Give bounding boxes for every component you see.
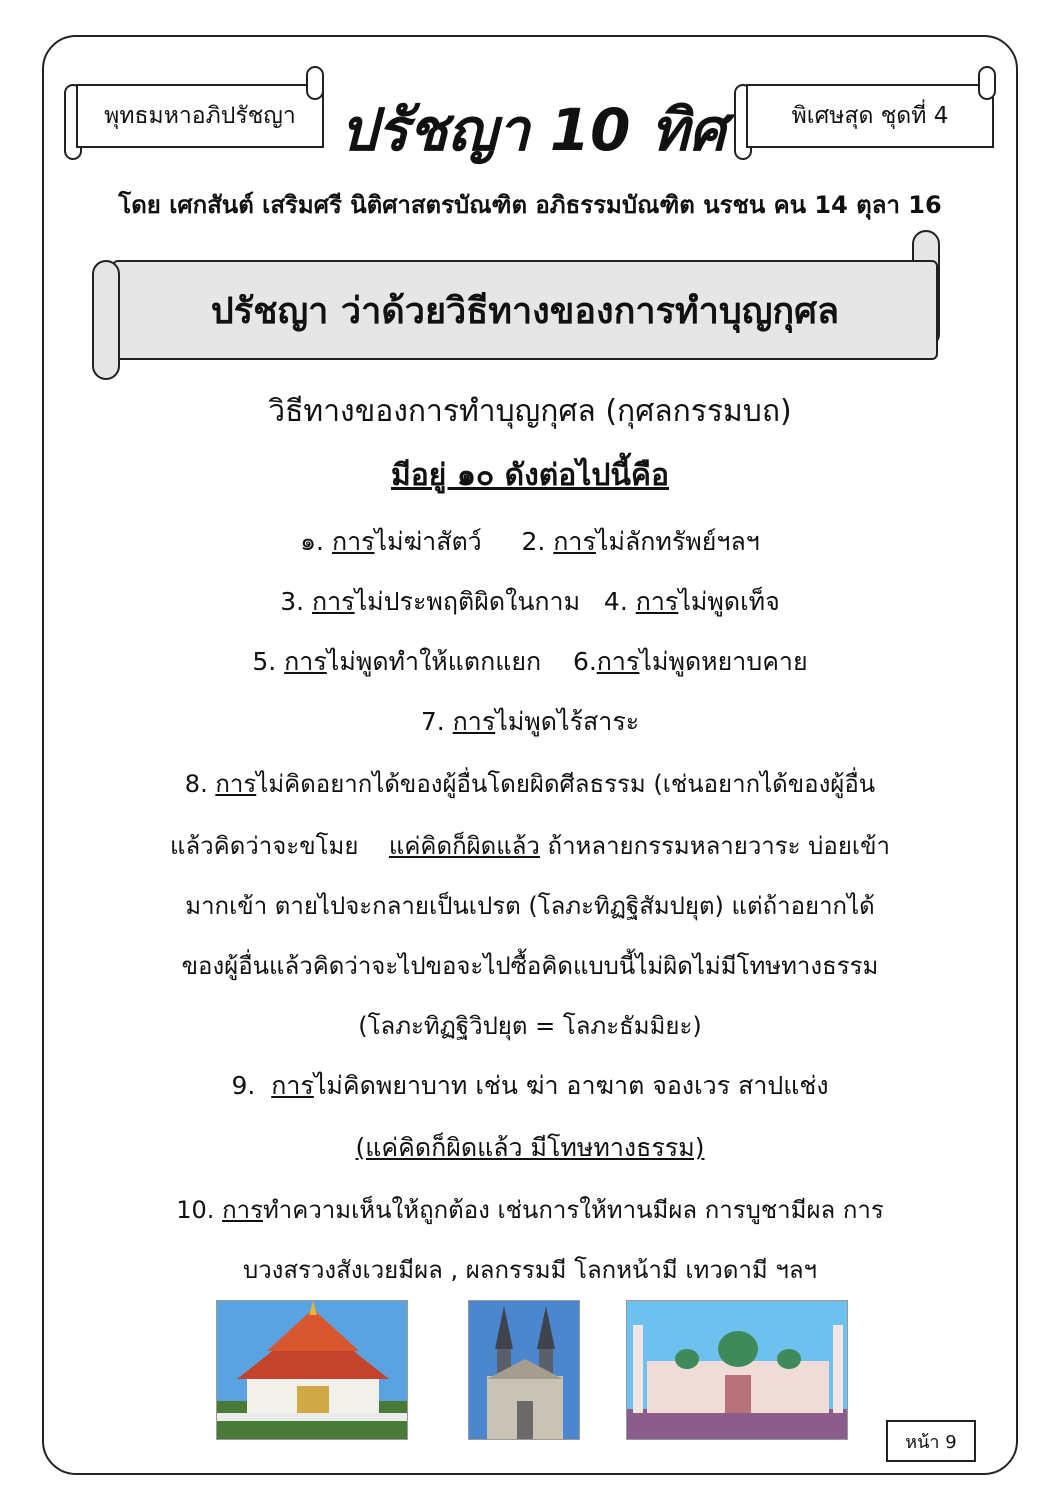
section-heading: วิธีทางของการทำบุญกุศล (กุศลกรรมบถ) [268,394,792,429]
item-10-line-2: บวงสรวงสังเวยมีผล , ผลกรรมมี โลกหน้ามี เทวดามี ฯลฯ [242,1256,818,1284]
items-line-4: 7. การไม่พูดไร้สาระ [420,707,640,736]
section-subheading: มีอยู่ ๑๐ ดังต่อไปนี้คือ [391,458,669,493]
items-line-3: 5. การไม่พูดทำให้แตกแยก 6.การไม่พูดหยาบคาย [252,647,808,676]
item-8-line-3: มากเข้า ตายไปจะกลายเป็นเปรต (โลภะทิฏฐิสัมปยุต) แต่ถ้าอยากได้ [185,892,875,920]
byline: โดย เศกสันต์ เสริมศรี นิติศาสตรบัณฑิต อภิธรรมบัณฑิต นรชน คน 14 ตุลา 16 [118,191,942,219]
item-8-line-5: (โลภะทิฏฐิวิปยุต = โลภะธัมมิยะ) [358,1012,702,1040]
item-9-note: (แค่คิดก็ผิดแล้ว มีโทษทางธรรม) [355,1133,705,1162]
item-9-line-1: 9. การไม่คิดพยาบาท เช่น ฆ่า อาฆาต จองเวร สาปแช่ง [231,1071,829,1100]
item-8-line-2: แล้วคิดว่าจะขโมย แค่คิดก็ผิดแล้ว ถ้าหลายกรรมหลายวาระ บ่อยเข้า [170,832,890,860]
page-number-box [886,1420,976,1462]
right-scroll-curl-right [978,66,996,100]
banner-curl-left [92,260,120,380]
page-title: ปรัชญา 10 ทิศ [340,95,726,164]
left-scroll-curl-right [306,66,324,100]
items-line-2: 3. การไม่ประพฤติผิดในกาม 4. การไม่พูดเท็จ [280,587,780,616]
item-10-line-1: 10. การทำความเห็นให้ถูกต้อง เช่นการให้ทานมีผล การบูชามีผล การ [176,1196,884,1224]
page-number: หน้า 9 [905,1431,957,1453]
section-banner [112,260,938,360]
banner-title: ปรัชญา ว่าด้วยวิธีทางของการทำบุญกุศล [210,290,840,332]
temple-photo [216,1300,408,1440]
item-8-line-1: 8. การไม่คิดอยากได้ของผู้อื่นโดยผิดศีลธรรม (เช่นอยากได้ของผู้อื่น [184,770,876,798]
items-line-1: ๑. การไม่ฆ่าสัตว์ 2. การไม่ลักทรัพย์ฯลฯ [300,527,760,556]
item-8-line-4: ของผู้อื่นแล้วคิดว่าจะไปขอจะไปซื้อคิดแบบนี้ไม่ผิดไม่มีโทษทางธรรม [181,952,879,980]
left-scroll-label: พุทธมหาอภิปรัชญา [76,84,324,148]
right-scroll-label: พิเศษสุด ชุดที่ 4 [746,84,994,148]
mosque-photo [626,1300,848,1440]
cathedral-photo [468,1300,580,1440]
